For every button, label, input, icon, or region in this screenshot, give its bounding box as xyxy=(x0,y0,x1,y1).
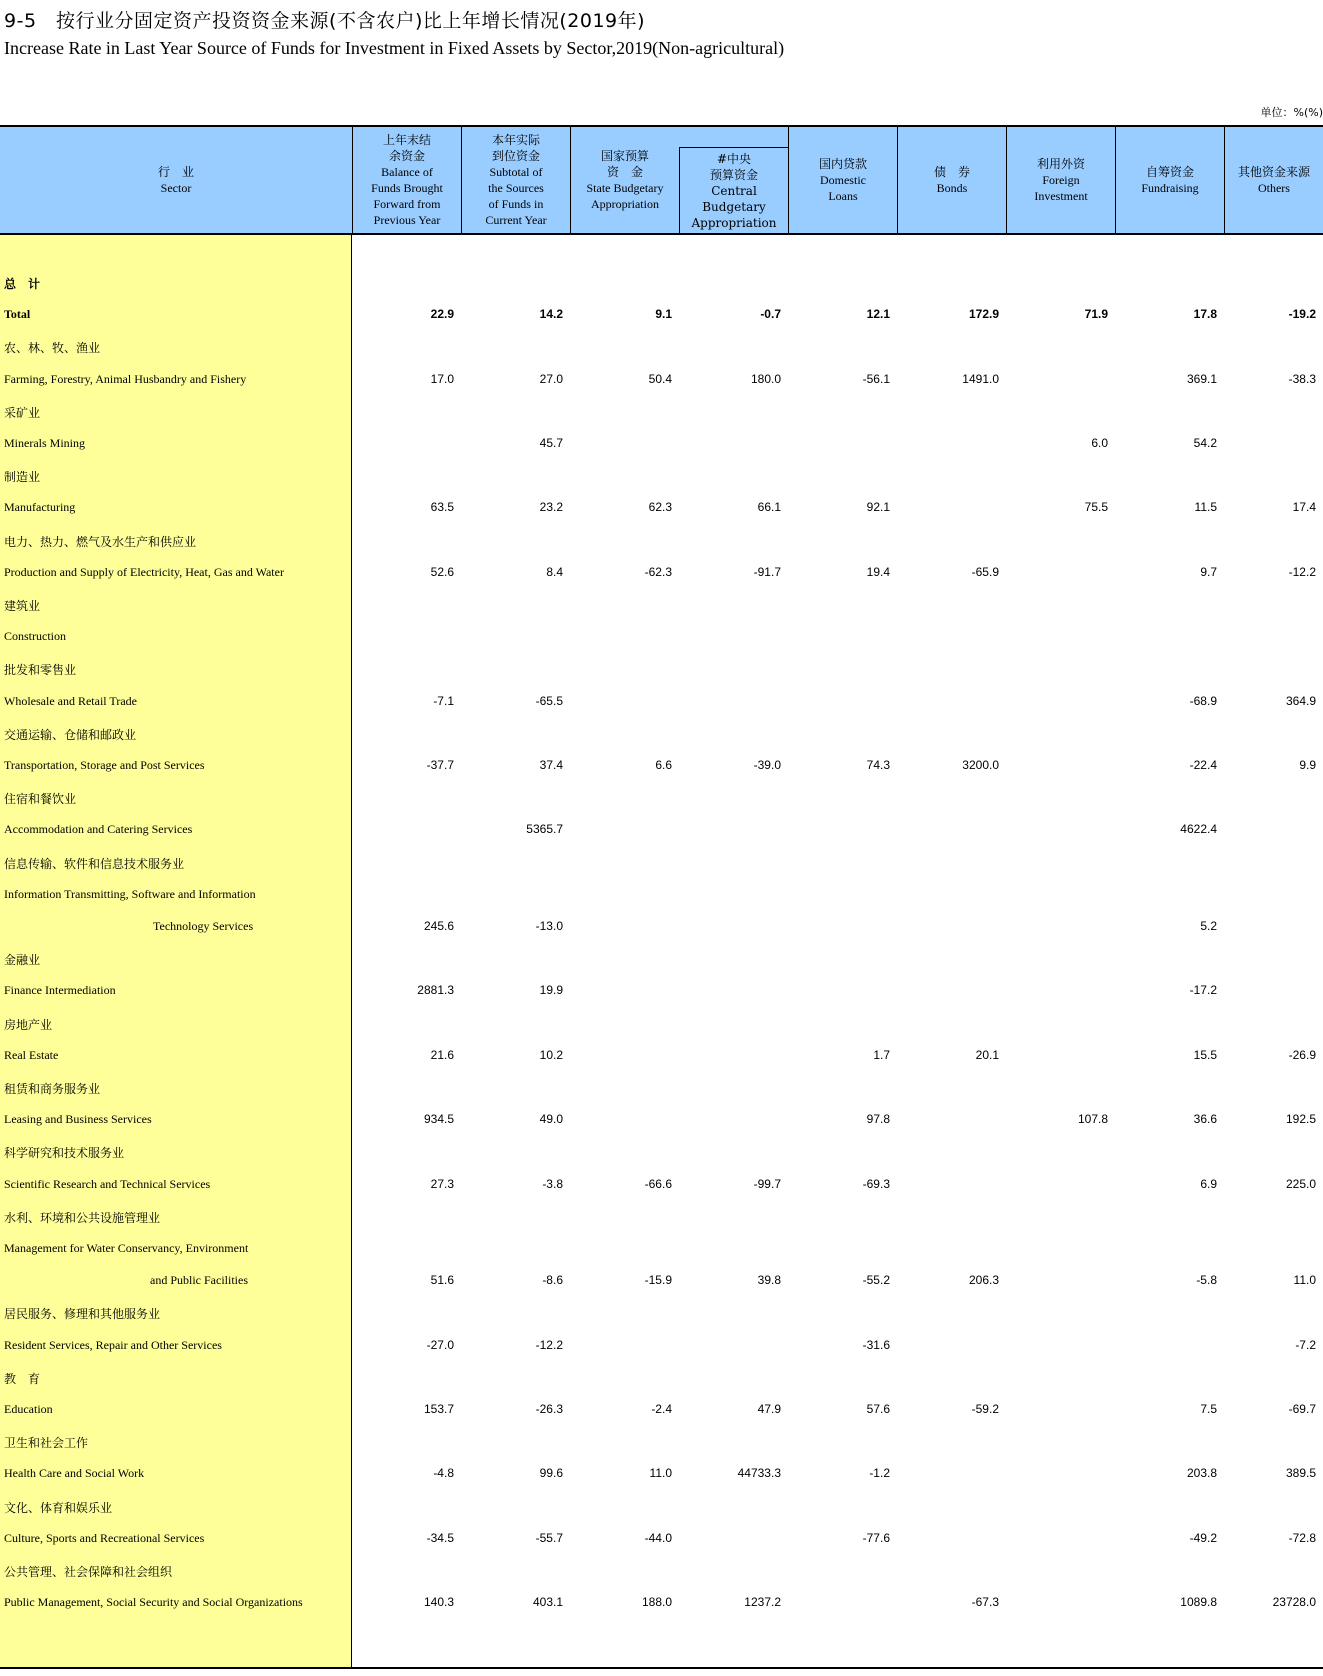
cell-value: 180.0 xyxy=(750,371,781,386)
cell-value: 74.3 xyxy=(866,758,890,772)
row-label: Resident Services, Repair and Other Services xyxy=(4,1337,222,1352)
table-row xyxy=(0,460,1323,492)
cell-value: 1491.0 xyxy=(962,371,999,386)
cell-value: 8.4 xyxy=(546,564,563,579)
table-row xyxy=(0,1265,1323,1297)
cell-value: 9.7 xyxy=(1200,564,1217,579)
cell-value: -12.2 xyxy=(535,1337,563,1352)
cell-value: -67.3 xyxy=(971,1595,999,1610)
cell-value: -27.0 xyxy=(426,1337,454,1352)
cell-value: 11.0 xyxy=(1293,1273,1316,1288)
row-label: Technology Services xyxy=(153,919,254,933)
row-label: 公共管理、社会保障和社会组织 xyxy=(4,1565,173,1579)
table-row xyxy=(0,1104,1323,1136)
row-label: Construction xyxy=(4,629,66,644)
row-label: 文化、体育和娱乐业 xyxy=(4,1500,113,1515)
cell-value: 7.5 xyxy=(1200,1402,1217,1416)
cell-value: 206.3 xyxy=(968,1273,999,1288)
cell-value: -77.6 xyxy=(862,1530,890,1545)
table-row xyxy=(0,1491,1323,1523)
cell-value: 27.0 xyxy=(539,371,563,386)
table-row xyxy=(0,1072,1323,1104)
table-row xyxy=(0,653,1323,685)
page-title-cn: 9-5 按行业分固定资产投资资金来源(不含农户)比上年增长情况(2019年) xyxy=(4,10,646,32)
cell-value: 403.1 xyxy=(532,1595,563,1610)
row-label: Wholesale and Retail Trade xyxy=(4,693,137,708)
cell-value: 39.8 xyxy=(757,1273,781,1288)
table-row xyxy=(0,1330,1323,1362)
cell-value: 1.7 xyxy=(873,1047,890,1062)
cell-value: -26.3 xyxy=(535,1402,563,1416)
cell-value: -26.9 xyxy=(1288,1047,1316,1062)
row-label: Total xyxy=(4,307,31,322)
cell-value: 45.7 xyxy=(539,436,563,450)
cell-value: 37.4 xyxy=(539,758,563,772)
row-label: 房地产业 xyxy=(4,1017,53,1032)
cell-value: -68.9 xyxy=(1189,693,1217,708)
cell-value: -1.2 xyxy=(869,1466,890,1481)
row-label: 金融业 xyxy=(4,953,41,968)
cell-value: 75.5 xyxy=(1084,500,1108,515)
table-row xyxy=(0,1458,1323,1490)
cell-value: -22.4 xyxy=(1189,758,1217,772)
table-row xyxy=(0,525,1323,557)
row-label: 水利、环境和公共设施管理业 xyxy=(4,1210,161,1225)
cell-value: 92.1 xyxy=(866,500,890,515)
cell-value: -34.5 xyxy=(426,1530,454,1545)
cell-value: 1237.2 xyxy=(744,1595,781,1610)
table-row xyxy=(0,975,1323,1007)
row-label: 建筑业 xyxy=(4,599,41,613)
cell-value: 97.8 xyxy=(866,1112,890,1127)
table-row xyxy=(0,943,1323,975)
cell-value: -8.6 xyxy=(542,1273,563,1288)
row-label: 卫生和社会工作 xyxy=(4,1436,89,1451)
cell-value: -55.2 xyxy=(862,1273,890,1288)
cell-value: 4622.4 xyxy=(1180,822,1217,837)
cell-value: 63.5 xyxy=(430,500,454,515)
cell-value: 99.6 xyxy=(539,1466,563,1481)
table-row xyxy=(0,782,1323,814)
table-row xyxy=(0,267,1323,299)
cell-value: 15.5 xyxy=(1193,1047,1217,1062)
cell-value: -62.3 xyxy=(644,564,672,579)
table-row xyxy=(0,911,1323,943)
row-label: Health Care and Social Work xyxy=(4,1466,145,1481)
cell-value: -49.2 xyxy=(1189,1530,1217,1545)
data-table xyxy=(0,125,1323,1669)
row-label: Public Management, Social Security and Social Organizations xyxy=(4,1595,303,1610)
row-label: 科学研究和技术服务业 xyxy=(4,1146,125,1161)
cell-value: -59.2 xyxy=(971,1402,999,1416)
table-row xyxy=(0,1040,1323,1072)
cell-value: 21.6 xyxy=(430,1047,454,1062)
table-row xyxy=(0,1523,1323,1555)
table-row xyxy=(0,847,1323,879)
cell-value: -39.0 xyxy=(753,758,781,772)
cell-value: -7.2 xyxy=(1295,1337,1316,1352)
row-label: Accommodation and Catering Services xyxy=(4,822,193,837)
table-header xyxy=(0,125,1323,235)
table-row xyxy=(0,686,1323,718)
row-label: Leasing and Business Services xyxy=(4,1112,152,1127)
cell-value: 49.0 xyxy=(539,1112,563,1127)
row-label: 采矿业 xyxy=(4,405,41,420)
row-label: 租赁和商务服务业 xyxy=(4,1082,101,1096)
cell-value: -69.3 xyxy=(862,1176,890,1191)
row-label: 住宿和餐饮业 xyxy=(4,792,77,807)
cell-value: 50.4 xyxy=(648,371,672,386)
cell-value: -3.8 xyxy=(542,1176,563,1191)
header-central-budgetary: #中央 预算资金 Central Budgetary Appropriation xyxy=(679,147,788,233)
cell-value: 66.1 xyxy=(757,500,781,515)
cell-value: 203.8 xyxy=(1186,1466,1217,1481)
cell-value: 245.6 xyxy=(423,919,454,933)
cell-value: -55.7 xyxy=(535,1530,563,1545)
cell-value: -72.8 xyxy=(1288,1530,1316,1545)
cell-value: -66.6 xyxy=(644,1176,672,1191)
cell-value: 188.0 xyxy=(641,1595,672,1610)
cell-value: 1089.8 xyxy=(1180,1595,1217,1610)
cell-value: -0.7 xyxy=(760,307,781,322)
table-row xyxy=(0,1169,1323,1201)
table-row xyxy=(0,1362,1323,1394)
cell-value: 10.2 xyxy=(539,1047,563,1062)
cell-value: 52.6 xyxy=(430,564,454,579)
row-label: Production and Supply of Electricity, Heat, Gas and Water xyxy=(4,564,284,579)
cell-value: -19.2 xyxy=(1288,307,1316,322)
table-row xyxy=(0,814,1323,846)
cell-value: 934.5 xyxy=(423,1112,454,1127)
table-row xyxy=(0,331,1323,363)
table-row xyxy=(0,1297,1323,1329)
cell-value: 9.1 xyxy=(655,307,672,322)
cell-value: -31.6 xyxy=(862,1337,890,1352)
row-label: Minerals Mining xyxy=(4,436,85,450)
cell-value: -15.9 xyxy=(644,1273,672,1288)
cell-value: -4.8 xyxy=(433,1466,454,1481)
cell-value: 62.3 xyxy=(648,500,672,515)
row-label: 制造业 xyxy=(4,470,41,485)
row-label: Education xyxy=(4,1402,53,1416)
cell-value: -37.7 xyxy=(426,758,454,772)
row-label: 居民服务、修理和其他服务业 xyxy=(4,1307,161,1322)
header-foreign-investment: 利用外资 Foreign Investment xyxy=(1006,127,1115,233)
table-row xyxy=(0,1008,1323,1040)
row-label: 农、林、牧、渔业 xyxy=(4,341,101,356)
header-sector: 行 业 Sector xyxy=(157,165,194,195)
cell-value: 192.5 xyxy=(1285,1112,1316,1127)
cell-value: 19.4 xyxy=(866,564,890,579)
cell-value: -5.8 xyxy=(1196,1273,1217,1288)
cell-value: 23.2 xyxy=(539,500,563,515)
cell-value: 6.6 xyxy=(655,758,672,772)
row-label: Real Estate xyxy=(4,1047,59,1062)
cell-value: 389.5 xyxy=(1285,1466,1316,1481)
cell-value: -65.9 xyxy=(971,564,999,579)
table-row xyxy=(0,364,1323,396)
row-label: Manufacturing xyxy=(4,500,76,515)
row-label: Information Transmitting, Software and Information xyxy=(4,886,256,901)
row-label: Farming, Forestry, Animal Husbandry and Fishery xyxy=(4,371,247,386)
table-row xyxy=(0,750,1323,782)
cell-value: 364.9 xyxy=(1285,693,1316,708)
table-row xyxy=(0,1426,1323,1458)
row-label: Finance Intermediation xyxy=(4,983,116,998)
cell-value: 57.6 xyxy=(866,1402,890,1416)
cell-value: 23728.0 xyxy=(1272,1595,1316,1610)
row-label: 教 育 xyxy=(4,1371,41,1386)
table-row xyxy=(0,299,1323,331)
table-row xyxy=(0,428,1323,460)
table-row xyxy=(0,492,1323,524)
cell-value: -44.0 xyxy=(644,1530,672,1545)
cell-value: 172.9 xyxy=(968,307,999,322)
cell-value: 153.7 xyxy=(423,1402,454,1416)
table-row xyxy=(0,1201,1323,1233)
table-bottom-border xyxy=(0,1667,1323,1669)
table-row xyxy=(0,718,1323,750)
cell-value: -17.2 xyxy=(1189,983,1217,998)
row-label: 总 计 xyxy=(4,277,41,291)
cell-value: -7.1 xyxy=(433,693,454,708)
cell-value: 20.1 xyxy=(975,1047,999,1062)
page-title-en: Increase Rate in Last Year Source of Funds for Investment in Fixed Assets by Sector,2019(Non-agricultural) xyxy=(4,38,785,58)
row-label: 信息传输、软件和信息技术服务业 xyxy=(4,856,185,871)
header-others: 其他资金来源 Others xyxy=(1224,127,1323,233)
cell-value: 54.2 xyxy=(1193,436,1217,450)
cell-value: 71.9 xyxy=(1084,307,1108,322)
header-domestic-loans: 国内贷款 Domestic Loans xyxy=(788,127,897,233)
cell-value: 5365.7 xyxy=(526,822,563,837)
header-bonds: 债 券 Bonds xyxy=(897,127,1006,233)
cell-value: 12.1 xyxy=(866,307,890,322)
cell-value: -69.7 xyxy=(1288,1402,1316,1416)
table-row xyxy=(0,1233,1323,1265)
cell-value: 6.0 xyxy=(1091,436,1108,450)
cell-value: 107.8 xyxy=(1077,1112,1108,1127)
cell-value: 369.1 xyxy=(1186,371,1217,386)
table-row xyxy=(0,621,1323,653)
cell-value: 140.3 xyxy=(423,1595,454,1610)
cell-value: 51.6 xyxy=(430,1273,454,1288)
table-row xyxy=(0,879,1323,911)
cell-value: 5.2 xyxy=(1200,919,1217,933)
unit-label: 单位：%(%) xyxy=(1260,106,1323,119)
cell-value: 17.4 xyxy=(1292,500,1316,515)
row-label: Management for Water Conservancy, Environment xyxy=(4,1241,249,1255)
cell-value: -99.7 xyxy=(753,1176,781,1191)
cell-value: 36.6 xyxy=(1193,1112,1217,1127)
cell-value: 11.0 xyxy=(649,1466,672,1481)
table-row xyxy=(0,396,1323,428)
row-label: Transportation, Storage and Post Services xyxy=(4,758,205,772)
cell-value: -12.2 xyxy=(1288,564,1316,579)
row-label: 电力、热力、燃气及水生产和供应业 xyxy=(4,534,197,549)
table-row xyxy=(0,1136,1323,1168)
header-state-budgetary: 国家预算 资 金 State Budgetary Appropriation xyxy=(570,127,679,233)
table-row xyxy=(0,557,1323,589)
header-fundraising: 自筹资金 Fundraising xyxy=(1115,127,1224,233)
cell-value: 14.2 xyxy=(539,307,563,322)
cell-value: 17.0 xyxy=(430,371,454,386)
cell-value: -13.0 xyxy=(535,919,563,933)
row-label: 批发和零售业 xyxy=(4,663,77,678)
cell-value: 225.0 xyxy=(1285,1176,1316,1191)
cell-value: -38.3 xyxy=(1288,371,1316,386)
header-balance-previous-year: 上年末结 余资金 Balance of Funds Brought Forward from Previous Year xyxy=(352,127,461,233)
cell-value: 3200.0 xyxy=(962,758,999,772)
cell-value: -2.4 xyxy=(651,1402,672,1416)
cell-value: 11.5 xyxy=(1194,500,1217,515)
row-label: and Public Facilities xyxy=(150,1273,248,1288)
header-subtotal-current-year: 本年实际 到位资金 Subtotal of the Sources of Funds in Current Year xyxy=(461,127,570,233)
table-row xyxy=(0,1587,1323,1619)
cell-value: 44733.3 xyxy=(737,1466,781,1481)
cell-value: 47.9 xyxy=(757,1402,781,1416)
cell-value: -91.7 xyxy=(753,564,781,579)
table-row xyxy=(0,1394,1323,1426)
cell-value: -65.5 xyxy=(535,693,563,708)
cell-value: -56.1 xyxy=(862,371,890,386)
cell-value: 2881.3 xyxy=(417,983,454,998)
cell-value: 17.8 xyxy=(1193,307,1217,322)
table-row xyxy=(0,1555,1323,1587)
cell-value: 6.9 xyxy=(1200,1176,1217,1191)
cell-value: 22.9 xyxy=(430,307,454,322)
row-label: 交通运输、仓储和邮政业 xyxy=(4,727,137,742)
cell-value: 19.9 xyxy=(539,983,563,998)
table-row xyxy=(0,589,1323,621)
cell-value: 9.9 xyxy=(1299,758,1316,772)
row-label: Culture, Sports and Recreational Services xyxy=(4,1530,205,1545)
cell-value: 27.3 xyxy=(430,1176,454,1191)
row-label: Scientific Research and Technical Services xyxy=(4,1176,211,1191)
